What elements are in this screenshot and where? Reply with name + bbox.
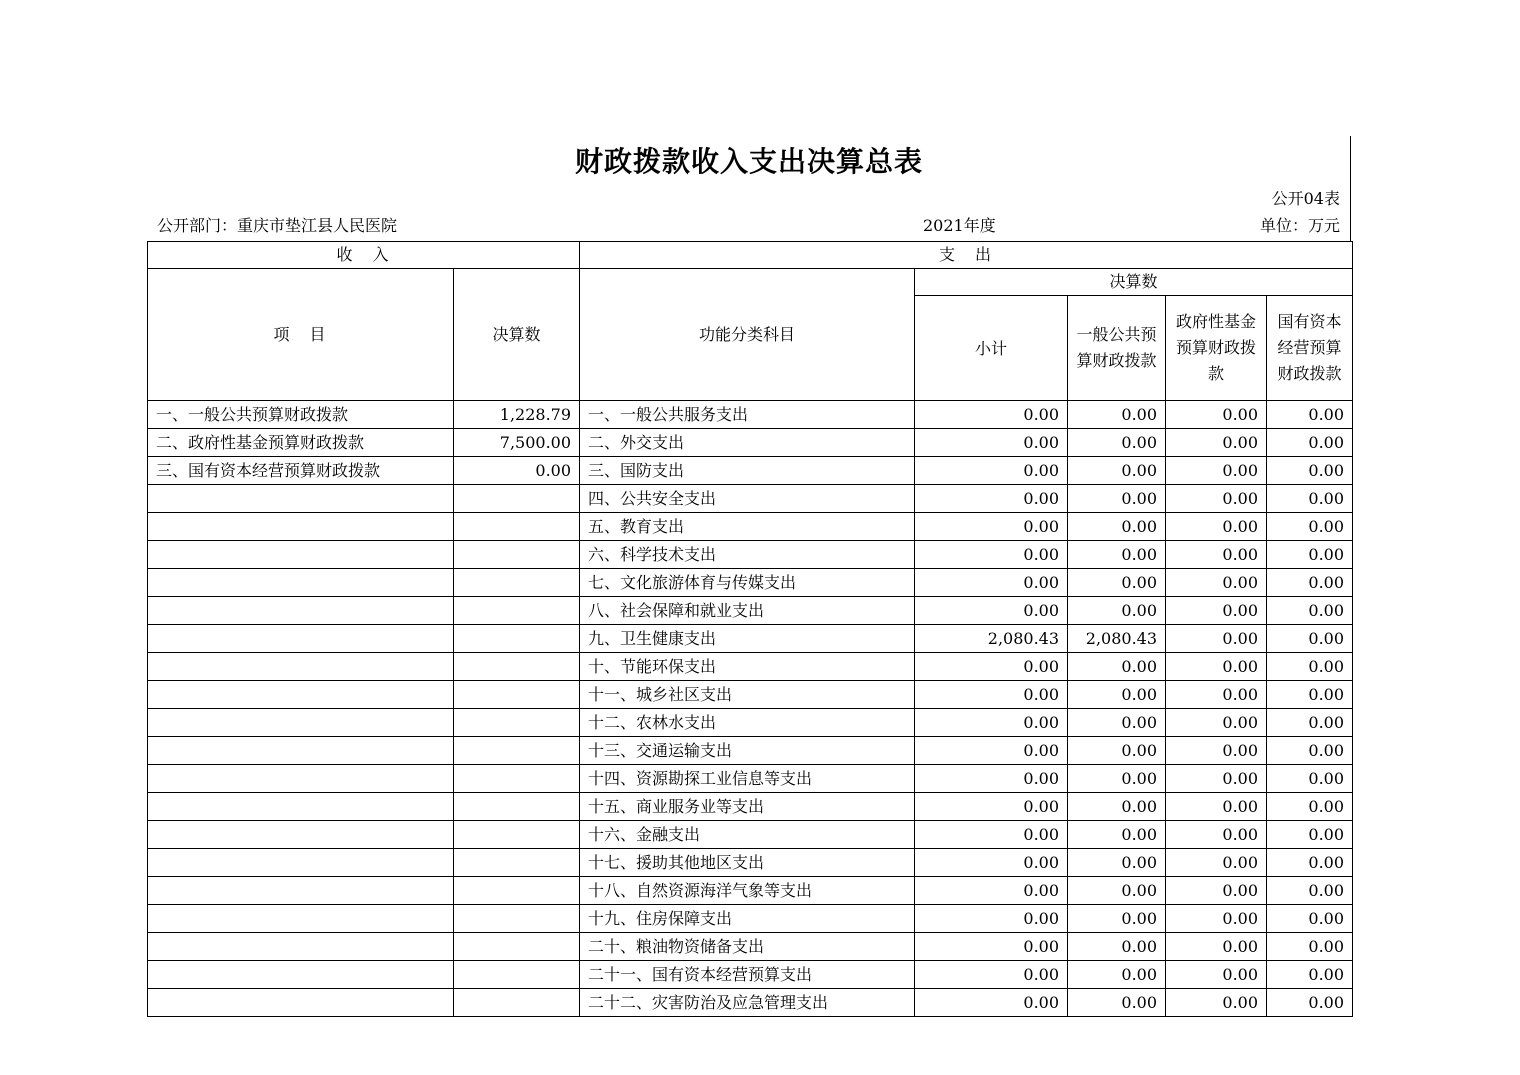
unit-label: 单位：万元 <box>1259 216 1340 235</box>
expense-item-cell: 五、教育支出 <box>580 513 915 541</box>
income-item-cell <box>148 877 454 905</box>
general-budget-cell: 0.00 <box>1068 709 1166 737</box>
state-capital-cell: 0.00 <box>1267 737 1353 765</box>
subtotal-cell: 0.00 <box>915 709 1068 737</box>
item-header: 项 目 <box>148 269 454 401</box>
state-capital-cell: 0.00 <box>1267 401 1353 429</box>
state-capital-cell: 0.00 <box>1267 961 1353 989</box>
income-amount-cell <box>454 485 580 513</box>
subtotal-header: 小计 <box>915 296 1068 401</box>
gov-fund-cell: 0.00 <box>1166 821 1267 849</box>
income-item-cell <box>148 989 454 1017</box>
department-label: 公开部门：重庆市垫江县人民医院 <box>157 216 398 235</box>
table-row <box>148 681 1353 709</box>
expense-item-cell: 一、一般公共服务支出 <box>580 401 915 429</box>
table-row <box>148 737 1353 765</box>
income-amount-cell <box>454 597 580 625</box>
report-title: 财政拨款收入支出决算总表 <box>574 145 923 178</box>
income-item-cell <box>148 653 454 681</box>
expense-item-cell: 十八、自然资源海洋气象等支出 <box>580 877 915 905</box>
expense-item-cell: 十五、商业服务业等支出 <box>580 793 915 821</box>
gov-fund-cell: 0.00 <box>1166 625 1267 653</box>
income-item-cell <box>148 709 454 737</box>
subtotal-cell: 0.00 <box>915 849 1068 877</box>
income-item-cell <box>148 933 454 961</box>
expense-section-header: 支 出 <box>580 242 1353 269</box>
state-capital-cell: 0.00 <box>1267 429 1353 457</box>
general-budget-cell: 0.00 <box>1068 429 1166 457</box>
state-capital-cell: 0.00 <box>1267 597 1353 625</box>
table-row <box>148 989 1353 1017</box>
income-amount-cell <box>454 681 580 709</box>
finance-table <box>147 241 1353 1017</box>
expense-item-cell: 十一、城乡社区支出 <box>580 681 915 709</box>
income-item-cell <box>148 597 454 625</box>
expense-item-cell: 二十、粮油物资储备支出 <box>580 933 915 961</box>
income-item-cell: 三、国有资本经营预算财政拨款 <box>148 457 454 485</box>
table-row <box>148 597 1353 625</box>
subtotal-cell: 0.00 <box>915 793 1068 821</box>
subtotal-cell: 0.00 <box>915 513 1068 541</box>
general-budget-cell: 0.00 <box>1068 905 1166 933</box>
expense-item-cell: 二十一、国有资本经营预算支出 <box>580 961 915 989</box>
table-row <box>148 457 1353 485</box>
expense-item-cell: 十二、农林水支出 <box>580 709 915 737</box>
gov-fund-cell: 0.00 <box>1166 429 1267 457</box>
state-capital-cell: 0.00 <box>1267 793 1353 821</box>
general-budget-cell: 0.00 <box>1068 933 1166 961</box>
income-amount-cell: 7,500.00 <box>454 429 580 457</box>
expense-amount-header: 决算数 <box>915 269 1353 296</box>
table-row <box>148 765 1353 793</box>
subtotal-cell: 0.00 <box>915 933 1068 961</box>
income-amount-cell <box>454 849 580 877</box>
income-item-cell <box>148 485 454 513</box>
subtotal-cell: 0.00 <box>915 457 1068 485</box>
expense-item-cell: 十、节能环保支出 <box>580 653 915 681</box>
expense-item-cell: 十七、援助其他地区支出 <box>580 849 915 877</box>
general-budget-cell: 0.00 <box>1068 513 1166 541</box>
income-amount-cell: 0.00 <box>454 457 580 485</box>
state-capital-cell: 0.00 <box>1267 457 1353 485</box>
state-capital-header: 国有资本经营预算财政拨款 <box>1267 296 1353 401</box>
income-item-cell <box>148 541 454 569</box>
gov-fund-cell: 0.00 <box>1166 709 1267 737</box>
income-item-cell <box>148 737 454 765</box>
table-row <box>148 485 1353 513</box>
subtotal-cell: 0.00 <box>915 877 1068 905</box>
gov-fund-cell: 0.00 <box>1166 877 1267 905</box>
gov-fund-cell: 0.00 <box>1166 513 1267 541</box>
state-capital-cell: 0.00 <box>1267 709 1353 737</box>
table-row <box>148 569 1353 597</box>
gov-fund-cell: 0.00 <box>1166 485 1267 513</box>
table-row <box>148 513 1353 541</box>
income-item-cell <box>148 569 454 597</box>
income-amount-cell <box>454 513 580 541</box>
income-item-cell <box>148 793 454 821</box>
gov-fund-cell: 0.00 <box>1166 457 1267 485</box>
gov-fund-cell: 0.00 <box>1166 989 1267 1017</box>
income-amount-cell: 1,228.79 <box>454 401 580 429</box>
subtotal-cell: 0.00 <box>915 681 1068 709</box>
income-item-cell <box>148 849 454 877</box>
state-capital-cell: 0.00 <box>1267 541 1353 569</box>
general-budget-cell: 0.00 <box>1068 737 1166 765</box>
income-item-cell <box>148 513 454 541</box>
expense-item-cell: 七、文化旅游体育与传媒支出 <box>580 569 915 597</box>
income-item-cell <box>148 821 454 849</box>
income-amount-cell <box>454 569 580 597</box>
state-capital-cell: 0.00 <box>1267 933 1353 961</box>
table-row <box>148 933 1353 961</box>
general-budget-cell: 0.00 <box>1068 485 1166 513</box>
income-amount-cell <box>454 905 580 933</box>
income-item-cell <box>148 905 454 933</box>
expense-item-cell: 十九、住房保障支出 <box>580 905 915 933</box>
table-row <box>148 401 1353 429</box>
table-row <box>148 821 1353 849</box>
gov-fund-cell: 0.00 <box>1166 597 1267 625</box>
income-amount-cell <box>454 541 580 569</box>
state-capital-cell: 0.00 <box>1267 485 1353 513</box>
expense-item-cell: 十六、金融支出 <box>580 821 915 849</box>
subtotal-cell: 0.00 <box>915 821 1068 849</box>
subtotal-cell: 0.00 <box>915 597 1068 625</box>
income-item-cell <box>148 961 454 989</box>
subtotal-cell: 2,080.43 <box>915 625 1068 653</box>
subtotal-cell: 0.00 <box>915 905 1068 933</box>
income-amount-cell <box>454 933 580 961</box>
report-meta <box>157 214 1340 238</box>
income-amount-cell <box>454 821 580 849</box>
general-budget-cell: 0.00 <box>1068 821 1166 849</box>
table-row <box>148 905 1353 933</box>
income-section-header: 收 入 <box>148 242 580 269</box>
subtotal-cell: 0.00 <box>915 989 1068 1017</box>
subtotal-cell: 0.00 <box>915 429 1068 457</box>
gov-fund-cell: 0.00 <box>1166 961 1267 989</box>
state-capital-cell: 0.00 <box>1267 513 1353 541</box>
general-budget-cell: 0.00 <box>1068 541 1166 569</box>
gov-fund-cell: 0.00 <box>1166 653 1267 681</box>
state-capital-cell: 0.00 <box>1267 821 1353 849</box>
income-amount-cell <box>454 989 580 1017</box>
expense-item-cell: 九、卫生健康支出 <box>580 625 915 653</box>
general-budget-cell: 0.00 <box>1068 765 1166 793</box>
gov-fund-cell: 0.00 <box>1166 737 1267 765</box>
general-budget-cell: 0.00 <box>1068 569 1166 597</box>
general-budget-cell: 0.00 <box>1068 849 1166 877</box>
gov-fund-cell: 0.00 <box>1166 849 1267 877</box>
income-amount-cell <box>454 737 580 765</box>
header-row-sections <box>148 242 1353 269</box>
table-row <box>148 429 1353 457</box>
state-capital-cell: 0.00 <box>1267 877 1353 905</box>
state-capital-cell: 0.00 <box>1267 765 1353 793</box>
expense-item-cell: 十四、资源勘探工业信息等支出 <box>580 765 915 793</box>
gov-fund-cell: 0.00 <box>1166 681 1267 709</box>
income-item-cell <box>148 765 454 793</box>
general-budget-cell: 0.00 <box>1068 989 1166 1017</box>
general-budget-cell: 0.00 <box>1068 961 1166 989</box>
expense-item-cell: 十三、交通运输支出 <box>580 737 915 765</box>
table-row <box>148 541 1353 569</box>
general-budget-cell: 0.00 <box>1068 653 1166 681</box>
expense-item-cell: 二十二、灾害防治及应急管理支出 <box>580 989 915 1017</box>
income-amount-cell <box>454 793 580 821</box>
subtotal-cell: 0.00 <box>915 569 1068 597</box>
general-budget-cell: 0.00 <box>1068 793 1166 821</box>
function-class-header: 功能分类科目 <box>580 269 915 401</box>
subtotal-cell: 0.00 <box>915 653 1068 681</box>
expense-item-cell: 八、社会保障和就业支出 <box>580 597 915 625</box>
expense-item-cell: 二、外交支出 <box>580 429 915 457</box>
state-capital-cell: 0.00 <box>1267 989 1353 1017</box>
gov-fund-cell: 0.00 <box>1166 541 1267 569</box>
general-budget-cell: 0.00 <box>1068 457 1166 485</box>
general-budget-header: 一般公共预算财政拨款 <box>1068 296 1166 401</box>
fiscal-year: 2021年度 <box>923 216 996 235</box>
general-budget-cell: 0.00 <box>1068 681 1166 709</box>
gov-fund-cell: 0.00 <box>1166 569 1267 597</box>
gov-fund-cell: 0.00 <box>1166 933 1267 961</box>
gov-fund-cell: 0.00 <box>1166 905 1267 933</box>
table-row <box>148 877 1353 905</box>
state-capital-cell: 0.00 <box>1267 905 1353 933</box>
income-amount-cell <box>454 765 580 793</box>
subtotal-cell: 0.00 <box>915 401 1068 429</box>
state-capital-cell: 0.00 <box>1267 681 1353 709</box>
header-row-columns <box>148 269 1353 296</box>
state-capital-cell: 0.00 <box>1267 849 1353 877</box>
gov-fund-header: 政府性基金预算财政拨款 <box>1166 296 1267 401</box>
form-code: 公开04表 <box>1271 189 1340 208</box>
general-budget-cell: 0.00 <box>1068 401 1166 429</box>
gov-fund-cell: 0.00 <box>1166 401 1267 429</box>
income-amount-cell <box>454 877 580 905</box>
income-item-cell: 一、一般公共预算财政拨款 <box>148 401 454 429</box>
expense-item-cell: 三、国防支出 <box>580 457 915 485</box>
table-row <box>148 793 1353 821</box>
income-amount-cell <box>454 653 580 681</box>
income-amount-cell <box>454 709 580 737</box>
table-row <box>148 961 1353 989</box>
state-capital-cell: 0.00 <box>1267 625 1353 653</box>
general-budget-cell: 0.00 <box>1068 597 1166 625</box>
subtotal-cell: 0.00 <box>915 737 1068 765</box>
subtotal-cell: 0.00 <box>915 541 1068 569</box>
table-row <box>148 709 1353 737</box>
gov-fund-cell: 0.00 <box>1166 765 1267 793</box>
income-amount-cell <box>454 625 580 653</box>
table-row <box>148 625 1353 653</box>
subtotal-cell: 0.00 <box>915 485 1068 513</box>
subtotal-cell: 0.00 <box>915 961 1068 989</box>
state-capital-cell: 0.00 <box>1267 569 1353 597</box>
income-item-cell <box>148 625 454 653</box>
general-budget-cell: 0.00 <box>1068 877 1166 905</box>
state-capital-cell: 0.00 <box>1267 653 1353 681</box>
general-budget-cell: 2,080.43 <box>1068 625 1166 653</box>
income-amount-header: 决算数 <box>454 269 580 401</box>
income-item-cell <box>148 681 454 709</box>
income-amount-cell <box>454 961 580 989</box>
table-row <box>148 653 1353 681</box>
gov-fund-cell: 0.00 <box>1166 793 1267 821</box>
expense-item-cell: 四、公共安全支出 <box>580 485 915 513</box>
income-item-cell: 二、政府性基金预算财政拨款 <box>148 429 454 457</box>
table-row <box>148 849 1353 877</box>
expense-item-cell: 六、科学技术支出 <box>580 541 915 569</box>
subtotal-cell: 0.00 <box>915 765 1068 793</box>
